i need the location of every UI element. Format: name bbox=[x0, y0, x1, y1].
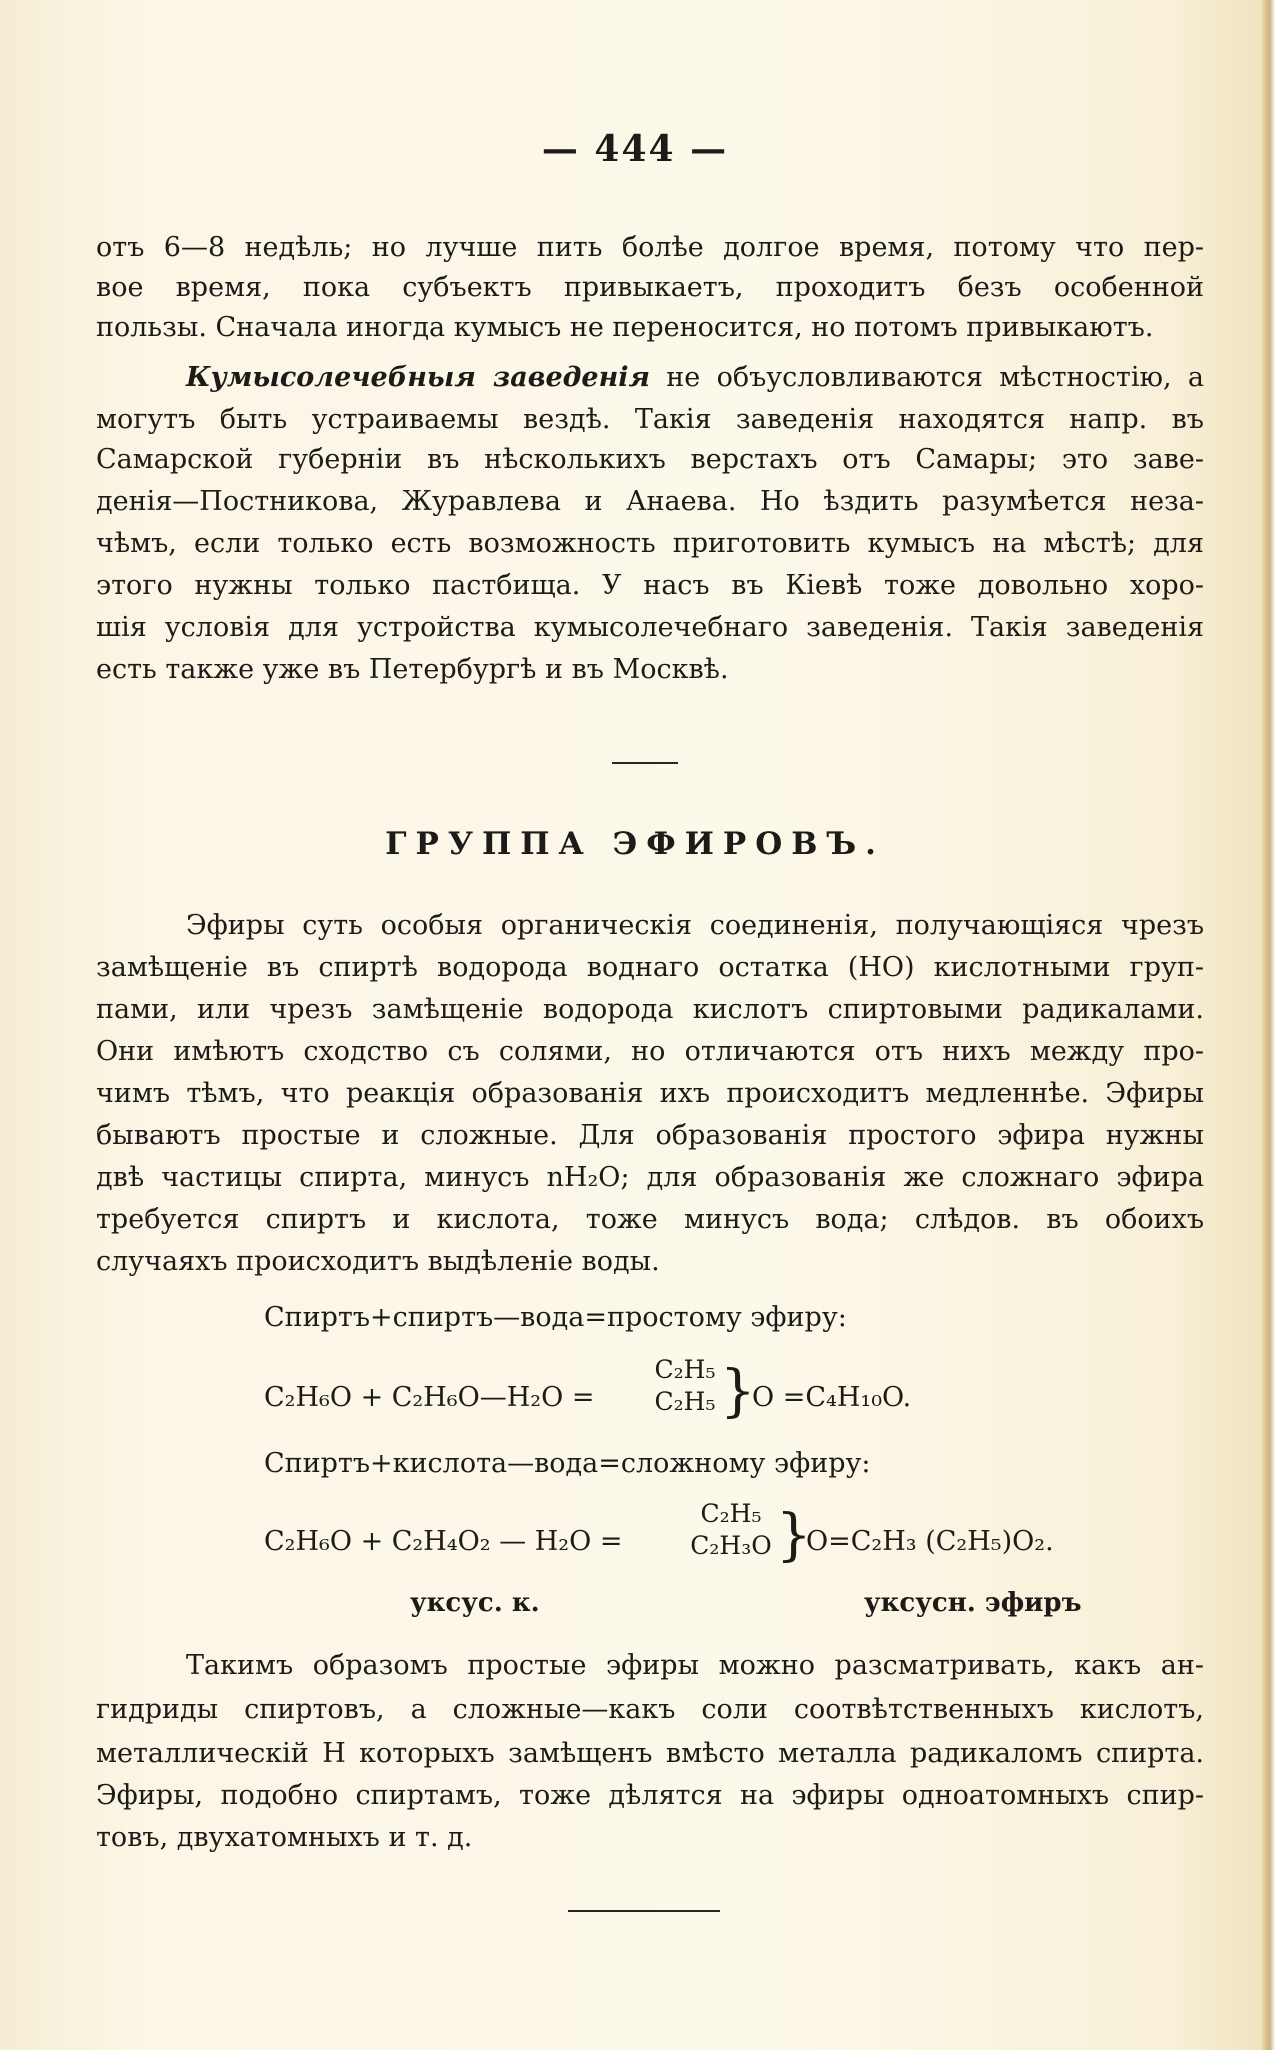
equation-2-frac-top: C₂H₅ bbox=[700, 1499, 762, 1528]
equation-1-brace: } bbox=[720, 1359, 756, 1424]
ether-line-3: пами, или чрезъ замѣщеніе водорода кислотъ спиртовыми радикалами. bbox=[96, 994, 1204, 1025]
equation-1-lhs: C₂H₆O + C₂H₆O—H₂O = bbox=[264, 1382, 595, 1413]
final-line-1: Такимъ образомъ простые эфиры можно разсматривать, какъ ан- bbox=[186, 1650, 1204, 1681]
page-edge bbox=[1262, 0, 1284, 2050]
final-line-3: металлическій Н которыхъ замѣщенъ вмѣсто металла радикаломъ спирта. bbox=[96, 1738, 1204, 1769]
equation-1-frac-top: C₂H₅ bbox=[654, 1355, 716, 1384]
ether-line-1: Эфиры суть особыя органическія соединенія, получающіяся чрезъ bbox=[186, 910, 1204, 941]
intro-line-3: пользы. Сначала иногда кумысъ не переносится, но потомъ привыкаютъ. bbox=[96, 312, 1154, 343]
kumys-line-6: этого нужны только пастбища. У насъ въ Кіевѣ тоже довольно хоро- bbox=[96, 570, 1204, 601]
equation-1-frac-bottom: C₂H₅ bbox=[654, 1387, 716, 1416]
page-number: — 444 — bbox=[541, 128, 729, 170]
equation-2-under-right: уксусн. эфиръ bbox=[864, 1588, 1082, 1618]
kumys-italic-lead: Кумысолечебныя заведенія bbox=[186, 362, 650, 393]
equation-2-brace: } bbox=[776, 1503, 812, 1568]
equation-2-label: Спиртъ+кислота—вода=сложному эфиру: bbox=[264, 1448, 871, 1479]
final-line-4: Эфиры, подобно спиртамъ, тоже дѣлятся на эфиры одноатомныхъ спир- bbox=[96, 1780, 1204, 1811]
intro-line-2: вое время, пока субъектъ привыкаетъ, проходитъ безъ особенной bbox=[96, 272, 1204, 303]
kumys-line-7: шія условія для устройства кумысолечебнаго заведенія. Такія заведенія bbox=[96, 612, 1204, 643]
equation-1-fraction bbox=[650, 1354, 720, 1418]
ether-line-7: двѣ частицы спирта, минусъ nH₂O; для образованія же сложнаго эфира bbox=[96, 1162, 1204, 1193]
kumys-line-5: чѣмъ, если только есть возможность приготовить кумысъ на мѣстѣ; для bbox=[96, 528, 1204, 559]
section-divider bbox=[612, 762, 678, 764]
equation-1-rhs: O =C₄H₁₀O. bbox=[752, 1382, 912, 1413]
ether-line-8: требуется спиртъ и кислота, тоже минусъ вода; слѣдов. въ обоихъ bbox=[96, 1204, 1204, 1235]
kumys-line-1-rest: не объусловливаются мѣстностію, а bbox=[650, 362, 1204, 393]
section-heading: ГРУППА ЭФИРОВЪ. bbox=[385, 826, 885, 862]
kumys-line-3: Самарской губерніи въ нѣсколькихъ верстахъ отъ Самары; это заве- bbox=[96, 444, 1204, 475]
kumys-line-4: денія—Постникова, Журавлева и Анаева. Но ѣздить разумѣется неза- bbox=[96, 486, 1204, 517]
end-divider bbox=[568, 1910, 720, 1912]
final-line-2: гидриды спиртовъ, а сложные—какъ соли соотвѣтственныхъ кислотъ, bbox=[96, 1694, 1204, 1725]
intro-line-1: отъ 6—8 недѣль; но лучше пить болѣе долгое время, потому что пер- bbox=[96, 232, 1204, 263]
kumys-line-1 bbox=[186, 358, 1204, 398]
ether-line-4: Они имѣютъ сходство съ солями, но отличаются отъ нихъ между про- bbox=[96, 1036, 1204, 1067]
ether-line-2: замѣщеніе въ спиртѣ водорода воднаго остатка (НО) кислотными груп- bbox=[96, 952, 1204, 983]
equation-2-fraction bbox=[688, 1498, 774, 1562]
ether-line-5: чимъ тѣмъ, что реакція образованія ихъ происходитъ медленнѣе. Эфиры bbox=[96, 1078, 1204, 1109]
equation-2-lhs: C₂H₆O + C₂H₄O₂ — H₂O = bbox=[264, 1526, 623, 1557]
kumys-line-2: могутъ быть устраиваемы вездѣ. Такія заведенія находятся напр. въ bbox=[96, 404, 1204, 435]
kumys-line-8: есть также уже въ Петербургѣ и въ Москвѣ. bbox=[96, 654, 729, 685]
equation-1-label: Спиртъ+спиртъ—вода=простому эфиру: bbox=[264, 1302, 847, 1333]
ether-line-6: бываютъ простые и сложные. Для образованія простого эфира нужны bbox=[96, 1120, 1204, 1151]
equation-2-rhs: O=C₂H₃ (C₂H₅)O₂. bbox=[806, 1526, 1054, 1557]
ether-line-9: случаяхъ происходитъ выдѣленіе воды. bbox=[96, 1246, 660, 1277]
final-line-5: товъ, двухатомныхъ и т. д. bbox=[96, 1822, 473, 1853]
equation-2-under-left: уксус. к. bbox=[410, 1588, 540, 1618]
equation-2-frac-bottom: C₂H₃O bbox=[690, 1531, 772, 1560]
